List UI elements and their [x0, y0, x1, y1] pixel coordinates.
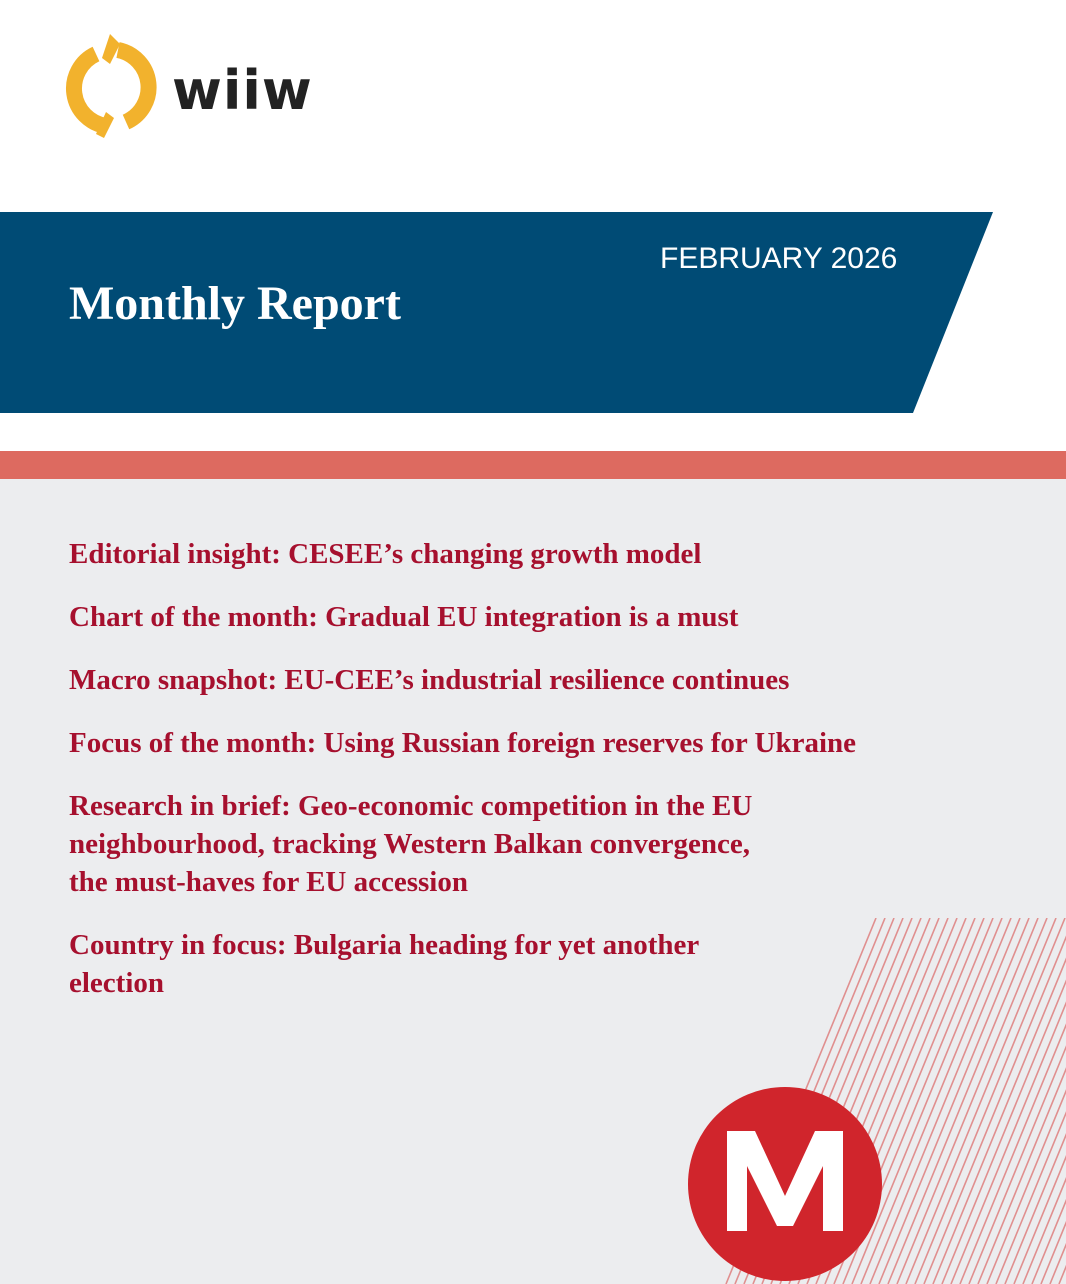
wiiw-logo — [62, 34, 322, 138]
toc-line: neighbourhood, tracking Western Balkan convergence, — [69, 828, 750, 860]
report-title: Monthly Report — [69, 277, 401, 330]
toc-line: Editorial insight: CESEE’s changing growth model — [69, 538, 702, 570]
wiiw-wordmark: wiiw — [172, 59, 313, 122]
toc-line: Chart of the month: Gradual EU integration is a must — [69, 601, 739, 633]
toc-line: Macro snapshot: EU-CEE’s industrial resilience continues — [69, 664, 790, 696]
toc-item-editorial[interactable] — [69, 535, 969, 573]
toc-line: the must-haves for EU accession — [69, 866, 468, 898]
toc-item-macro-snapshot[interactable] — [69, 661, 969, 699]
toc-item-chart-of-the-month[interactable] — [69, 598, 969, 636]
toc-item-research-in-brief[interactable] — [69, 787, 969, 901]
toc-item-focus-of-the-month[interactable] — [69, 724, 969, 762]
wiiw-ring-logo-icon — [62, 34, 162, 138]
title-banner — [0, 212, 995, 413]
toc-line: Focus of the month: Using Russian foreign reserves for Ukraine — [69, 727, 857, 759]
issue-date: FEBRUARY 2026 — [660, 242, 898, 275]
monthly-report-m-badge-icon — [687, 1086, 883, 1282]
toc-line: election — [69, 967, 165, 999]
contents-panel — [0, 479, 1066, 1284]
toc-line: Country in focus: Bulgaria heading for yet another — [69, 929, 700, 961]
accent-stripe — [0, 451, 1066, 479]
toc-line: Research in brief: Geo-economic competition in the EU — [69, 790, 753, 822]
table-of-contents — [69, 535, 969, 1027]
toc-item-country-in-focus[interactable] — [69, 926, 969, 1002]
